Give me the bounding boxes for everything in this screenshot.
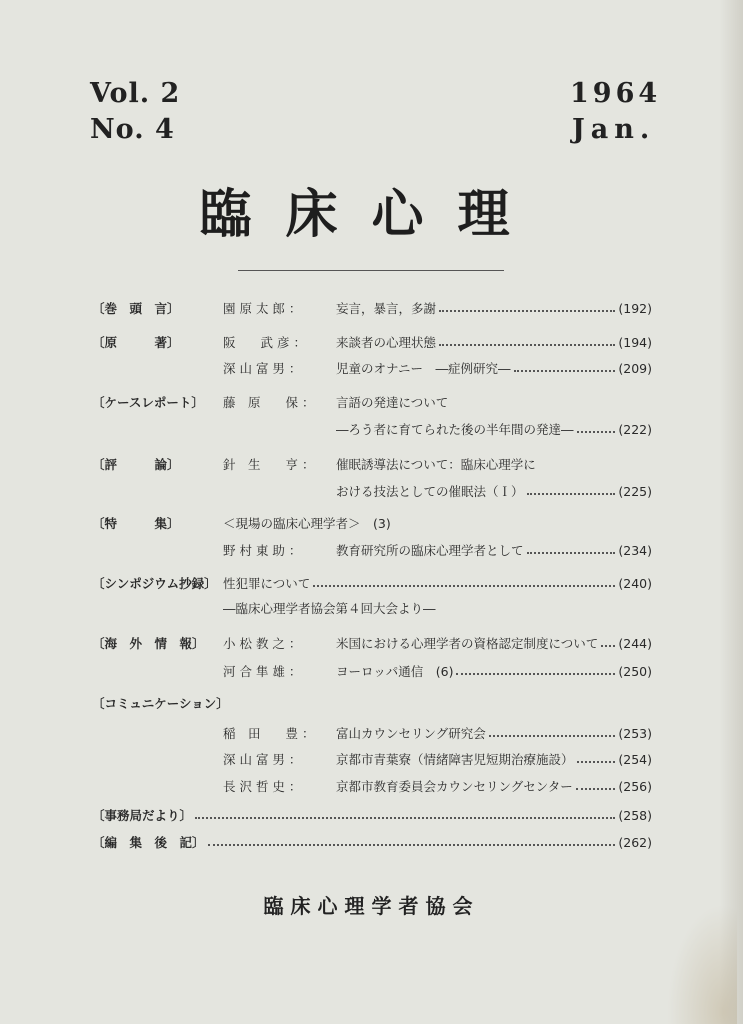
toc-entry (336, 359, 652, 379)
toc-leader (489, 727, 616, 737)
journal-title: 臨床心理 (199, 185, 544, 245)
issue-number: No. 4 (90, 114, 175, 145)
toc-entry (92, 806, 652, 826)
toc-row (92, 634, 652, 654)
toc-leader (313, 577, 615, 587)
toc-author: 小 松 教 之 ： (223, 636, 302, 651)
toc-page: (244) (618, 636, 652, 651)
toc-entry-title: 来談者の心理状態 (336, 335, 437, 350)
toc-row (92, 574, 652, 594)
toc-entry-title: 言語の発達について (336, 395, 449, 410)
toc-entry-title: 性犯罪について (223, 576, 311, 591)
toc-row (92, 299, 652, 319)
toc-leader (577, 423, 616, 433)
toc-leader (527, 544, 616, 554)
toc-entry-title: 教育研究所の臨床心理学者として (336, 543, 524, 558)
toc-entry (336, 420, 652, 440)
toc-entry (92, 833, 652, 853)
toc-row (92, 599, 652, 619)
toc-entry (336, 724, 652, 744)
toc-section: 〔コミュニケーション〕 (92, 696, 229, 711)
toc-entry-title: 米国における心理学者の資格認定制度について (336, 636, 599, 651)
toc-entry-subtitle: ―ろう者に育てられた後の半年間の発達― (336, 422, 574, 437)
toc-row (92, 514, 652, 534)
toc-leader (208, 836, 616, 846)
toc-entry-title: 京都市教育委員会カウンセリングセンター (336, 779, 573, 794)
toc-row (92, 333, 652, 353)
toc-leader (577, 753, 616, 763)
toc-row (92, 420, 652, 440)
toc-page: (253) (618, 726, 652, 741)
volume-label: Vol. 2 (90, 78, 181, 109)
toc-leader (527, 485, 616, 495)
toc-page: (258) (618, 808, 652, 823)
toc-author: 深 山 富 男 ： (223, 361, 302, 376)
toc-entry-title: ヨーロッパ通信 (6) (336, 664, 454, 679)
toc-section: 〔シンポジウム抄録〕 (92, 576, 217, 591)
toc-row (92, 662, 652, 682)
toc-section: 〔ケースレポート〕 (92, 395, 204, 410)
toc-page: (234) (618, 543, 652, 558)
issue-month: Jan. (572, 114, 656, 145)
toc-author: 阪 武 彦 ： (223, 335, 306, 350)
toc-entry (336, 634, 652, 654)
toc-row (92, 777, 652, 797)
toc-author: 針 生 亨 ： (223, 457, 315, 472)
toc-leader (439, 336, 615, 346)
toc-row (92, 482, 652, 502)
toc-page: (225) (618, 484, 652, 499)
toc-leader (514, 362, 616, 372)
toc-author: 稲 田 豊 ： (223, 726, 315, 741)
toc-entry (336, 662, 652, 682)
toc-page: (256) (618, 779, 652, 794)
toc-entry-subtitle: ―臨床心理学者協会第４回大会より― (223, 601, 436, 616)
toc-leader (439, 302, 615, 312)
toc-page: (250) (618, 664, 652, 679)
toc-entry (336, 777, 652, 797)
toc-section: 〔事務局だより〕 (92, 808, 193, 823)
toc-row (92, 694, 652, 714)
toc-entry-title: 妄言，暴言，多謝 (336, 301, 437, 316)
toc-section: 〔原 著〕 (92, 335, 180, 350)
toc-entry (336, 750, 652, 770)
toc-author: 深 山 富 男 ： (223, 752, 302, 767)
toc-leader (456, 665, 615, 675)
toc-row (92, 541, 652, 561)
toc-page: (222) (618, 422, 652, 437)
toc-author: 河 合 隼 雄 ： (223, 664, 302, 679)
toc-entry (336, 299, 652, 319)
toc-entry (336, 541, 652, 561)
issue-year: 1964 (570, 78, 662, 109)
toc-page: (194) (618, 335, 652, 350)
toc-section: 〔編 集 後 記〕 (92, 835, 205, 850)
toc-page: (192) (618, 301, 652, 316)
toc-feature-title: ＜現場の臨床心理学者＞ (3) (223, 516, 391, 531)
toc-entry-subtitle: おける技法としての催眠法（Ｉ） (336, 484, 524, 499)
publisher-name: 臨床心理学者協会 (263, 894, 480, 918)
toc-page: (262) (618, 835, 652, 850)
toc-entry (336, 333, 652, 353)
toc-page: (240) (618, 576, 652, 591)
toc-page: (254) (618, 752, 652, 767)
toc-entry-title: 児童のオナニー ―症例研究― (336, 361, 511, 376)
toc-section: 〔巻 頭 言〕 (92, 301, 180, 316)
toc-section: 〔評 論〕 (92, 457, 180, 472)
toc-leader (601, 637, 615, 647)
toc-section: 〔海 外 情 報〕 (92, 636, 205, 651)
toc-row (92, 750, 652, 770)
toc-author: 長 沢 哲 史 ： (223, 779, 302, 794)
toc-row (92, 455, 652, 475)
toc-author: 野 村 東 助 ： (223, 543, 302, 558)
toc-entry (223, 574, 652, 594)
toc-leader (195, 809, 615, 819)
toc-entry-title: 催眠誘導法について：臨床心理学に (336, 457, 536, 472)
toc-section: 〔特 集〕 (92, 516, 180, 531)
toc-page: (209) (618, 361, 652, 376)
toc-entry (336, 482, 652, 502)
toc-row (92, 833, 652, 853)
toc-row (92, 724, 652, 744)
toc-entry-title: 京都市青葉寮（情緒障害児短期治療施設） (336, 752, 574, 767)
toc-row (92, 393, 652, 413)
toc-author: 藤 原 保 ： (223, 395, 315, 410)
toc-row (92, 359, 652, 379)
toc-leader (576, 780, 616, 790)
toc-author: 園 原 太 郎 ： (223, 301, 302, 316)
toc-row (92, 806, 652, 826)
toc-entry-title: 富山カウンセリング研究会 (336, 726, 486, 741)
